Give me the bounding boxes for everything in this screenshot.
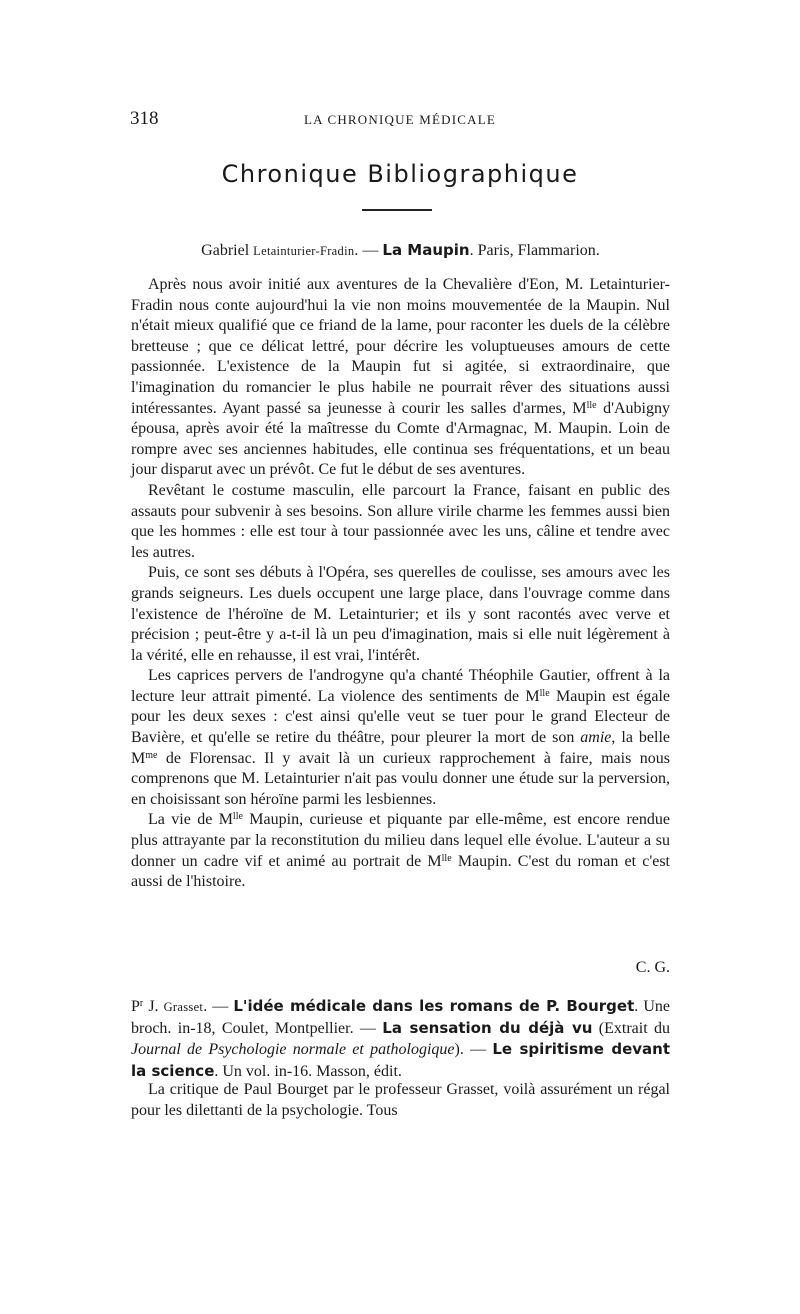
honorific: M xyxy=(525,687,540,705)
review1-paragraph-3: Puis, ce sont ses débuts à l'Opéra, ses querelles de coulisse, ses amours avec les grands seigneurs. Les duels occupent une large place, dans l'ouvrage comme dans l'existence de l'héroïne de M. Letainturier; et ils y sont racontés avec verve et précision ; peut-être y a-t-il là un peu d'imagination, mais si elle nuit légèrement à la vérité, elle en rehausse, il est vrai, l'intérêt. xyxy=(131,564,670,664)
book-desc-3: . Un vol. in-16. Masson, édit. xyxy=(214,1062,402,1080)
author-name: Grasset xyxy=(163,1000,204,1014)
book-desc-2b: ). — xyxy=(454,1041,493,1059)
honorific-sup: me xyxy=(145,749,158,761)
book-title-2: La sensation du déjà vu xyxy=(382,1018,593,1037)
emphasis-word: amie xyxy=(580,729,612,747)
review1-paragraph-1 xyxy=(131,275,670,481)
para5-text-a: La vie de xyxy=(148,811,219,829)
review1-paragraph-2: Revêtant le costume masculin, elle parcourt la France, faisant en public des assauts pour subvenir à ses besoins. Son allure virile charme les femmes aussi bien que les hommes : elle est tour à tour passionnée avec les uns, câline et tendre avec les autres. xyxy=(131,481,670,561)
para4-text-c: , la belle xyxy=(611,729,670,747)
ref-book-title: La Maupin xyxy=(382,241,470,259)
title-abbrev-sup: r xyxy=(139,998,144,1009)
section-title: Chronique Bibliographique xyxy=(221,160,579,188)
para4-text-b: Maupin est égale pour les deux sexes : c'est ainsi qu'elle veut se tuer pour le grand Electeur de Bavière, et qu'elle se retire du théâtre, pour pleurer la mort de son xyxy=(131,687,671,747)
para4-text-d: de Florensac. Il y avait là un curieux rapprochement à faire, mais nous comprenons que M. Letainturier n'ait pas voulu donner une étude sur la perversion, en choisissant son héroïne parmi les lesbiennes. xyxy=(131,749,670,808)
honorific: M xyxy=(572,399,587,417)
honorific-sup: lle xyxy=(539,687,550,699)
review2-bibliographic-reference xyxy=(131,996,670,1082)
running-header xyxy=(130,108,670,130)
journal-name: Journal de Psychologie normale et pathologique xyxy=(131,1041,455,1059)
author-initial: J. xyxy=(143,998,164,1015)
para1-text: Après nous avoir initié aux aventures de la Chevalière d'Eon, M. Letainturier-Fradin nous conte aujourd'hui la vie non moins mouvementée de la Maupin. Nul n'était mieux qualifié que ce friand de la lame, pour raconter les duels de la célèbre bretteuse ; que ce délicat lettré, pour décrire les voluptueuses amours de cette passionnée. L'existence de la Maupin fut si agitée, si extraordinaire, que l'imagination du romancier le plus habile ne pourrait rêver des situations aussi intéressantes. Ayant passé sa jeunesse à courir les salles d'armes, xyxy=(131,276,670,417)
page-number: 318 xyxy=(130,108,159,129)
book-desc-2a: (Extrait du xyxy=(592,1019,670,1037)
honorific-sup: lle xyxy=(232,811,243,823)
review1-paragraph-5 xyxy=(131,810,670,892)
running-title: LA CHRONIQUE MÉDICALE xyxy=(303,112,497,127)
review1-signature: C. G. xyxy=(635,959,670,976)
honorific: M xyxy=(218,811,233,829)
para5-text-b: Maupin, curieuse et piquante par elle-même, est encore rendue plus attrayante par la reconstitution du milieu dans lequel elle évolue. L'auteur a su donner un cadre vif et animé au portrait de xyxy=(131,811,670,870)
para1-text-cont: d'Aubigny épousa, après avoir été la maîtresse du Comte d'Armagnac, M. Maupin. Loin de rompre avec ses anciennes habitudes, elle continua ses fréquentations, et un beau jour disparut avec un prévôt. Ce fut le début de ses aventures. xyxy=(131,399,670,479)
ref-author-name: Letainturier-Fradin xyxy=(253,244,355,258)
review1-body xyxy=(131,275,670,893)
book-title-1: L'idée médicale dans les romans de P. Bourget xyxy=(233,997,635,1015)
separator: . — xyxy=(203,998,234,1015)
review2-reference-text xyxy=(131,996,670,1082)
ref-publisher: . Paris, Flammarion. xyxy=(469,242,600,259)
honorific-sup: lle xyxy=(441,852,452,864)
honorific-sup: lle xyxy=(586,399,597,411)
review1-bibliographic-reference xyxy=(131,240,670,261)
ref-author-first: Gabriel xyxy=(201,242,254,259)
honorific: M xyxy=(131,749,146,767)
title-abbrev: P xyxy=(131,998,140,1015)
ref-separator: . — xyxy=(354,242,383,259)
review2-paragraph-1: La critique de Paul Bourget par le professeur Grasset, voilà assurément un régal pour les dilettanti de la psychologie. Tous xyxy=(131,1081,670,1119)
book-title-3: Le spiritisme devant la science xyxy=(131,1040,671,1080)
para5-text-c: Maupin. C'est du roman et c'est aussi de l'histoire. xyxy=(131,852,671,891)
para4-text-a: Les caprices pervers de l'androgyne qu'a chanté Théophile Gautier, offrent à la lecture leur attrait pimenté. La violence des sentiments de xyxy=(131,667,670,705)
book-desc-1: . Une broch. in-18, Coulet, Montpellier. — xyxy=(131,998,670,1037)
honorific: M xyxy=(427,852,442,870)
title-rule xyxy=(362,209,432,211)
review1-paragraph-4 xyxy=(131,666,670,810)
review2-body xyxy=(131,1080,670,1121)
